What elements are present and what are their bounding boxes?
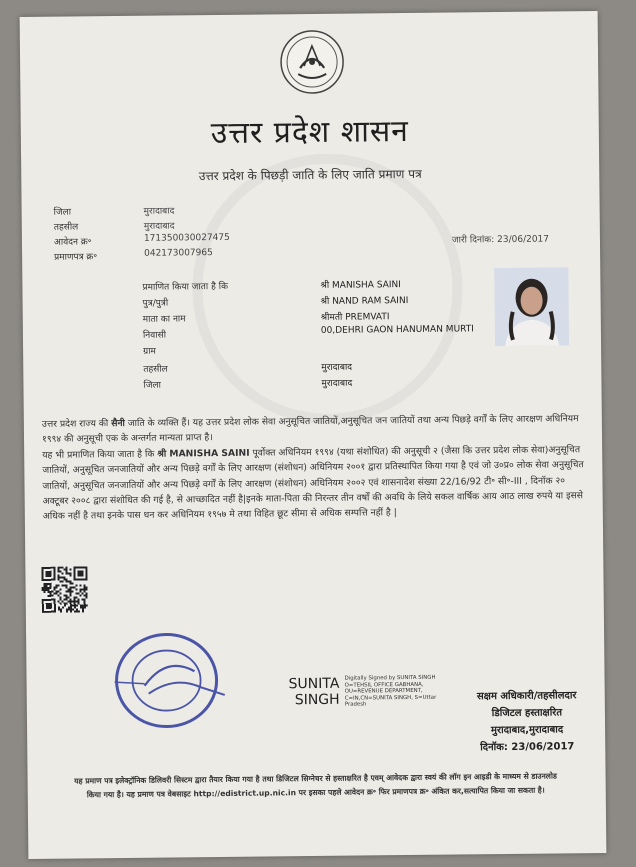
p2-text-a: यह भी प्रमाणित किया जाता है कि [42, 448, 158, 461]
footer-line-1: यह प्रमाण पत्र इलेक्ट्रॉनिक डिलिवरी सिस्टम द्वारा तैयार किया गया है तथा डिजिटल सिग्नेचर से हस्ताक्षरित है एवम् आवेदक द्वारा स्वयं की लॉग इन आइडी के माध्यम से डाउनलोड [74, 771, 558, 786]
certificate-subtitle: उत्तर प्रदेश के पिछड़ी जाति के लिए जाति प्रमाण पत्र [198, 166, 422, 184]
signer-last-name: SINGH [294, 691, 340, 709]
p1-text-b: जाति के व्यक्ति हैं। यह उत्तर प्रदेश लोक सेवा अनुसूचित जातियों,अनुसूचित जन जातियों तथा अन्य पिछड़े वर्गों के लिए आरक्षण अधिनियम १९९४ की अनुसूची एक के अन्तर्गत मान्यता प्राप्त है। [41, 413, 579, 446]
p2-name: श्री MANISHA SAINI [157, 447, 250, 460]
detail-label-district: जिला [143, 380, 161, 391]
field-value-district: मुरादाबाद [143, 206, 175, 217]
caste-name: सैनी [111, 417, 125, 430]
detail-label-village: ग्राम [143, 346, 156, 357]
field-label-district: जिला [53, 207, 72, 218]
detail-label-certified: प्रमाणित किया जाता है कि [142, 281, 229, 293]
detail-value-address: 00,DEHRI GAON HANUMAN MURTI [320, 324, 474, 336]
footer-note [36, 769, 596, 803]
field-value-tehsil: मुरादाबाद [143, 221, 175, 232]
signature-details: Digitally Signed by SUNITA SINGH O=TEHSIL OFFICE GABHANA, OU=REVENUE DEPARTMENT, C=IN,CN=SUNITA SINGH, S=Uttar Pradesh [344, 674, 437, 709]
field-label-application-no: आवेदन क्र॰ [53, 237, 92, 248]
detail-value-name: श्री MANISHA SAINI [320, 280, 401, 291]
detail-label-tehsil: तहसील [143, 364, 168, 375]
field-value-application-no: 171350030027475 [143, 232, 230, 244]
authority-digital-signed: डिजिटल हस्ताक्षरित [491, 707, 563, 720]
detail-value-mother: श्रीमती PREMVATI [320, 312, 390, 323]
authority-designation: सक्षम अधिकारी/तहसीलदार [476, 690, 577, 703]
detail-label-resident: निवासी [142, 330, 167, 341]
signer-first-name: SUNITA [288, 675, 340, 693]
authority-date: दिनॉक: 23/06/2017 [480, 741, 575, 754]
authority-location: मुरादाबाद,मुरादाबाद [490, 724, 564, 737]
official-seal-stamp [104, 625, 245, 736]
field-label-certificate-no: प्रमाणपत्र क्र॰ [54, 252, 98, 263]
field-value-certificate-no: 042173007965 [144, 248, 213, 259]
field-label-tehsil: तहसील [53, 222, 79, 233]
detail-label-child-of: पुत्र/पुत्री [142, 298, 169, 309]
authority-block [457, 687, 598, 756]
issue-date-value: 23/06/2017 [497, 234, 550, 246]
digital-signature [289, 675, 449, 723]
detail-value-father: श्री NAND RAM SAINI [320, 295, 409, 307]
detail-value-district: मुरादाबाद [321, 378, 353, 389]
qr-code [41, 566, 87, 612]
certificate-page [20, 11, 607, 859]
up-emblem-icon [278, 28, 347, 97]
p2-text-b: पूर्वोक्त अधिनियम १९९४ (यथा संशोधित) की अनुसूची २ (जैसा कि उत्तर प्रदेश लोक सेवा)अनुसूचित जातियों, अनुसूचित जनजातियों और अन्य पिछड़े वर्गों के लिए आरक्षण (संशोधन) अधिनियम २००१ द्वारा प्रतिस्थापित किया गया है एवं जो उ०प्र० लोक सेवा अनुसूचित जातियों, अनुसूचित जनजातियों और अन्य पिछड़े वर्गों के लिए आरक्षण (संशोधन) अधिनियम २००२ एवं शासनादेश संख्या 22/16/92 टी॰ सी॰-III , दिनॉक २० अक्टूबर २००८ द्वारा संशोधित की गई है, से आच्छादित नहीं है|इनके माता-पिता की निरन्तर तीन वर्षों की अवधि के लिये सकल वार्षिक आय आठ लाख रुपये या इससे अधिक नहीं है तथा इनके पास धन कर अधिनियम १९५७ मे तथा विहित छूट सीमा से अधिक सम्पत्ति नहीं है | [42, 444, 584, 523]
applicant-photo [494, 267, 569, 346]
certificate-body [42, 411, 591, 525]
page-title: उत्तर प्रदेश शासन [210, 113, 410, 152]
issue-date-label: जारी दिनांक: [451, 235, 495, 246]
issue-date [452, 232, 549, 246]
p1-text-a: उत्तर प्रदेश राज्य की [41, 418, 112, 430]
paragraph-2 [42, 442, 591, 525]
signer-name [289, 676, 340, 709]
footer-line-2: किया गया है। यह प्रमाण पत्र वेबसाइट http://edistrict.up.nic.in पर इसका पहले आवेदन क्र॰ फिर प्रमाणपत्र क्र॰ अंकित कर,सत्यापित किया जा सकता है। [86, 785, 545, 800]
detail-value-tehsil: मुरादाबाद [321, 362, 353, 373]
detail-label-mother: माता का नाम [142, 314, 186, 325]
